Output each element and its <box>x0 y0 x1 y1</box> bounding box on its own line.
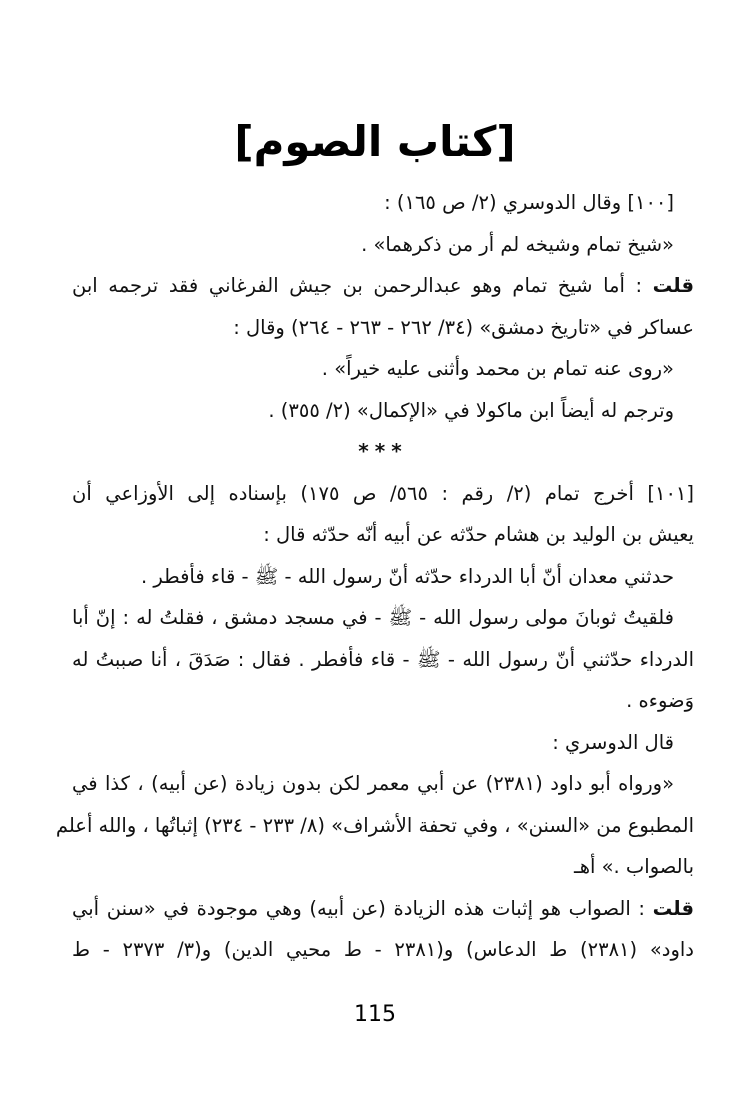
hadith-line: حدثني معدان أنّ أبا الدرداء حدّثه أنّ رسول الله - ﷺ - قاء فأفطر . <box>140 564 674 588</box>
quote-line: «شيخ تمام وشيخه لم أر من ذكرهما» . <box>361 232 674 256</box>
qult-label: قلت <box>652 896 694 920</box>
hadith-line: وَضوءه . <box>626 689 694 712</box>
page-number: 115 <box>354 1002 396 1027</box>
paragraph-text: : أما شيخ تمام وهو عبدالرحمن بن جيش الفرغاني فقد ترجمه ابن <box>72 274 643 297</box>
paragraph-line: [١٠٠] وقال الدوسري (٢/ ص ١٦٥) : <box>384 191 674 214</box>
paragraph-text: : الصواب هو إثبات هذه الزيادة (عن أبيه) وهي موجودة في «سنن أبي <box>72 896 645 920</box>
quote-line: «روى عنه تمام بن محمد وأثنى عليه خيراً» . <box>321 357 674 380</box>
hadith-line: الدرداء حدّثني أنّ رسول الله - ﷺ - قاء فأفطر . فقال : صَدَقَ ، أنا صببتُ له <box>72 647 694 671</box>
qult-label: قلت <box>652 274 695 297</box>
quote-line: «ورواه أبو داود (٢٣٨١) عن أبي معمر لكن بدون زيادة (عن أبيه) ، كذا في <box>72 772 675 795</box>
chapter-title: [كتاب الصوم] <box>234 117 516 166</box>
paragraph-line: وترجم له أيضاً ابن ماكولا في «الإكمال» (٢/ ٣٥٥) . <box>268 398 674 422</box>
paragraph-line: قال الدوسري : <box>552 730 674 754</box>
paragraph-line: [١٠١] أخرج تمام (٢/ رقم : ٥٦٥/ ص ١٧٥) بإسناده إلى الأوزاعي أن <box>72 481 694 505</box>
paragraph-line: داود» (٢٣٨١) ط الدعاس) و(٢٣٨١ - ط محيي الدين) و(٣/ ٢٣٧٣ - ط <box>72 938 694 961</box>
hadith-line: فلقيتُ ثوبانَ مولى رسول الله - ﷺ - في مسجد دمشق ، فقلتُ له : إنّ أبا <box>72 606 674 629</box>
paragraph-line: عساكر في «تاريخ دمشق» (٣٤/ ٢٦٢ - ٢٦٣ - ٢٦٤) وقال : <box>233 315 694 339</box>
quote-line: المطبوع من «السنن» ، وفي تحفة الأشراف» (٨/ ٢٣٣ - ٢٣٤) إثباتُها ، والله أعلم <box>55 813 694 837</box>
quote-line: بالصواب .» أهـ <box>573 855 694 878</box>
section-separator: *** <box>358 439 408 463</box>
page-body <box>55 182 695 971</box>
paragraph-line <box>72 888 694 930</box>
paragraph-line <box>72 265 694 307</box>
paragraph-line: يعيش بن الوليد بن هشام حدّثه عن أبيه أنّه حدّثه قال : <box>263 523 694 546</box>
